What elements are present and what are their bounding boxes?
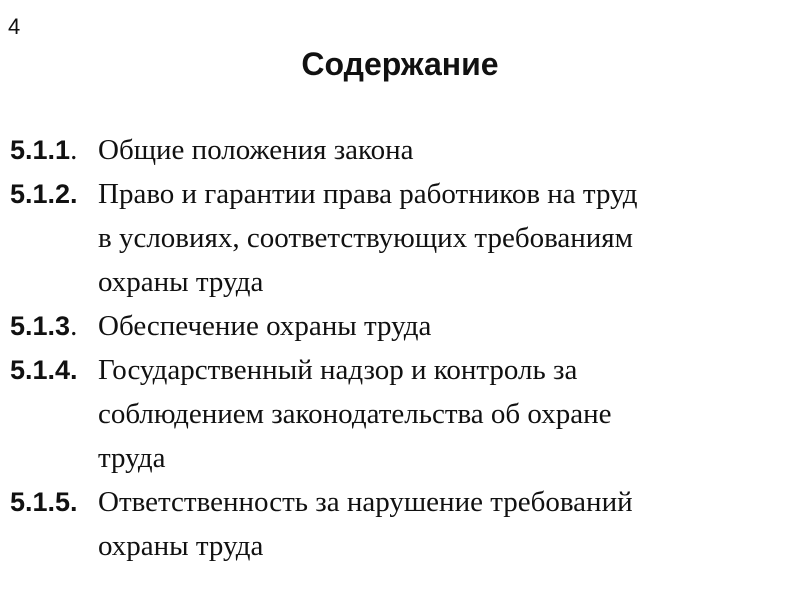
toc-item-number: 5.1.1. [10, 134, 78, 166]
page-title: Содержание [301, 46, 499, 82]
toc-item-text [98, 348, 790, 480]
toc-line: Обеспечение охраны труда [98, 310, 432, 342]
toc-item-5-1-3 [10, 304, 790, 348]
page-number: 4 [8, 14, 21, 39]
toc-line: в условиях, соответствующих требованиям [98, 222, 633, 254]
toc-item-text [98, 172, 790, 304]
toc-item-number: 5.1.5. [10, 487, 78, 517]
toc-item-text [98, 480, 790, 568]
toc-item-number: 5.1.4. [10, 355, 78, 385]
toc-item-text [98, 128, 790, 172]
toc-line: Государственный надзор и контроль за [98, 354, 578, 386]
table-of-contents [10, 128, 790, 568]
toc-line: Право и гарантии права работников на труд [98, 178, 638, 210]
toc-item-5-1-2 [10, 172, 790, 304]
toc-line: Ответственность за нарушение требований [98, 486, 633, 518]
toc-item-number: 5.1.2. [10, 179, 78, 209]
toc-item-text [98, 304, 790, 348]
toc-line: охраны труда [98, 530, 264, 562]
toc-item-5-1-5 [10, 480, 790, 568]
toc-item-5-1-4 [10, 348, 790, 480]
toc-line: охраны труда [98, 266, 264, 298]
toc-line: Общие положения закона [98, 134, 414, 166]
toc-item-number: 5.1.3. [10, 310, 78, 342]
toc-item-5-1-1 [10, 128, 790, 172]
toc-line: соблюдением законодательства об охране [98, 398, 612, 430]
toc-line: труда [98, 442, 166, 474]
